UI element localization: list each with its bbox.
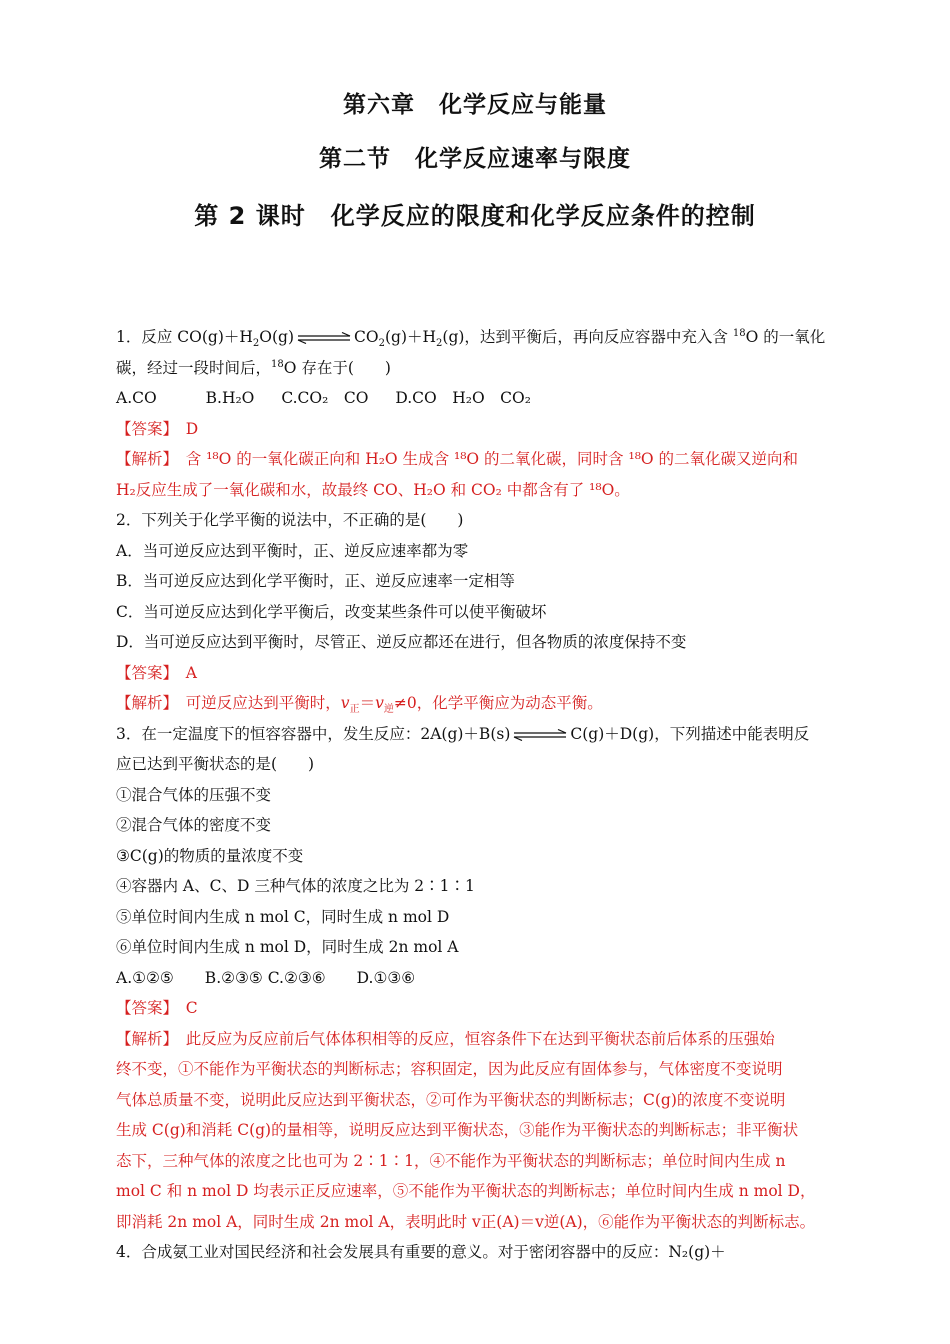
q3-explanation-line6: mol C 和 n mol D 均表示正反应速率，⑤不能作为平衡状态的判断标志；单位时间内生成 n mol D，: [116, 1182, 816, 1200]
q1-explanation-line1: [116, 444, 838, 475]
q3-explanation-line2: 终不变，①不能作为平衡状态的判断标志；容积固定，因为此反应有固体参与，气体密度不变说明: [116, 1060, 783, 1078]
explain-text: H₂反应生成了一氧化碳和水，故最终 CO、H₂O 和 CO₂ 中都含有了 ¹⁸O。: [116, 480, 630, 499]
q2-option-a: A．当可逆反应达到平衡时，正、逆反应速率都为零: [116, 541, 469, 560]
explain-text: v: [340, 694, 350, 712]
q3-item-6: ⑥单位时间内生成 n mol D，同时生成 2n mol A: [116, 938, 459, 956]
q3-explanation-line5: 态下，三种气体的浓度之比也可为 2∶1∶1，④不能作为平衡状态的判断标志；单位时间内生成 n: [116, 1151, 786, 1170]
q3-item-5: ⑤单位时间内生成 n mol C，同时生成 n mol D: [116, 907, 450, 926]
answer-value: C: [185, 999, 198, 1017]
explain-text: 此反应为反应前后气体体积相等的反应，恒容条件下在达到平衡状态前后体系的压强始: [185, 1029, 775, 1048]
q1-text: 碳，经过一段时间后，: [116, 358, 272, 377]
explain-text: 含 ¹⁸O 的一氧化碳正向和 H₂O 生成含 ¹⁸O 的二氧化碳，同时含 ¹⁸O 的二氧化碳又逆向和: [185, 450, 799, 468]
explain-label: 【解析】: [116, 694, 171, 712]
q1-stem-line2: 碳，经过一段时间后，$^{18}$O 存在于( ): [116, 358, 391, 377]
explain-text: 可逆反应达到平衡时，: [185, 694, 341, 712]
q2-option-d: D．当可逆反应达到平衡时，尽管正、逆反应都还在进行，但各物质的浓度保持不变: [116, 633, 687, 651]
answer-label: 【答案】: [116, 663, 171, 682]
q1-option-c: C.CO₂ CO: [281, 389, 369, 407]
q3-explanation-line3: 气体总质量不变，说明此反应达到平衡状态，②可作为平衡状态的判断标志；C(g)的浓度不变说明: [116, 1090, 786, 1109]
q2-stem: 2．下列关于化学平衡的说法中，不正确的是( ): [116, 511, 464, 529]
q1-number: 1．: [116, 328, 142, 346]
equilibrium-arrow-icon: [512, 729, 568, 741]
q3-explanation-line7: 即消耗 2n mol A，同时生成 2n mol A，表明此时 v正(A)＝v逆(A)，⑥能作为平衡状态的判断标志。: [116, 1212, 816, 1231]
section-title: 第二节 化学反应速率与限度: [319, 146, 631, 172]
answer-label: 【答案】: [116, 999, 171, 1017]
q1-text: CO: [354, 328, 379, 346]
q1-text: O 存在于( ): [283, 358, 391, 377]
q3-stem-line2: 应已达到平衡状态的是( ): [116, 755, 315, 773]
q1-explanation-line2: [116, 475, 838, 506]
chapter-title: 第六章 化学反应与能量: [343, 92, 607, 118]
q2-answer: [116, 658, 838, 689]
q3-item-2: ②混合气体的密度不变: [116, 816, 272, 834]
q1-options: [116, 383, 838, 414]
q1-text: (g)＋H: [384, 328, 437, 346]
explain-text: 逆: [383, 704, 394, 716]
q2-option-c: C．当可逆反应达到化学平衡后，改变某些条件可以使平衡破坏: [116, 602, 547, 621]
answer-value: D: [185, 419, 199, 438]
q3-item-1: ①混合气体的压强不变: [116, 785, 272, 804]
q1-option-b: B.H₂O: [205, 389, 255, 407]
equilibrium-arrow-icon: [296, 332, 352, 344]
q2-option-b: B．当可逆反应达到化学平衡时，正、逆反应速率一定相等: [116, 572, 515, 590]
q3-explanation-line4: 生成 C(g)和消耗 C(g)的量相等，说明反应达到平衡状态，③能作为平衡状态的判断标志；非平衡状: [116, 1121, 799, 1139]
explain-text: ≠0，化学平衡应为动态平衡。: [393, 694, 603, 712]
q4-stem: 4．合成氨工业对国民经济和社会发展具有重要的意义。对于密闭容器中的反应：N₂(g)＋: [116, 1243, 726, 1261]
q3-item-4: ④容器内 A、C、D 三种气体的浓度之比为 2∶1∶1: [116, 877, 475, 895]
q1-text: (g)，达到平衡后，再向反应容器中充入含: [442, 328, 733, 346]
q1-text: O 的一氧化: [745, 328, 826, 346]
q1-text: O(g): [259, 328, 295, 346]
q2-explanation: [116, 688, 838, 719]
q1-option-d: D.CO H₂O CO₂: [395, 389, 531, 407]
explain-text: 正: [349, 704, 360, 716]
q3-answer: [116, 993, 838, 1024]
explain-label: 【解析】: [116, 1029, 171, 1048]
explain-label: 【解析】: [116, 450, 171, 468]
explain-text: ＝: [359, 694, 376, 712]
answer-value: A: [185, 663, 197, 682]
q3-stem-line1: [116, 719, 838, 750]
q1-text: 反应 CO(g)＋H: [141, 328, 253, 346]
q1-stem-line1: 1．反应 $CO(g)+H_2O(g)$ $CO_2(g)+H_2(g)$，达到平衡后，再向反应容器中充入含 $^{18}$O 的一氧化: [116, 327, 826, 350]
q3-explanation-line1: [116, 1024, 838, 1055]
q3-options: A.①②⑤ B.②③⑤ C.②③⑥ D.①③⑥: [116, 968, 416, 987]
q1-answer: [116, 414, 838, 445]
lesson-title: 第 2 课时 化学反应的限度和化学反应条件的控制: [194, 202, 756, 230]
explain-text: v: [375, 694, 384, 712]
q3-text: 3．在一定温度下的恒容容器中，发生反应：2A(g)＋B(s): [116, 724, 511, 743]
question-body: [116, 322, 838, 1268]
q1-option-a: A.CO: [116, 389, 157, 407]
answer-label: 【答案】: [116, 419, 171, 438]
q3-text: C(g)＋D(g)，下列描述中能表明反: [570, 724, 810, 743]
q3-item-3: ③C(g)的物质的量浓度不变: [116, 846, 304, 865]
